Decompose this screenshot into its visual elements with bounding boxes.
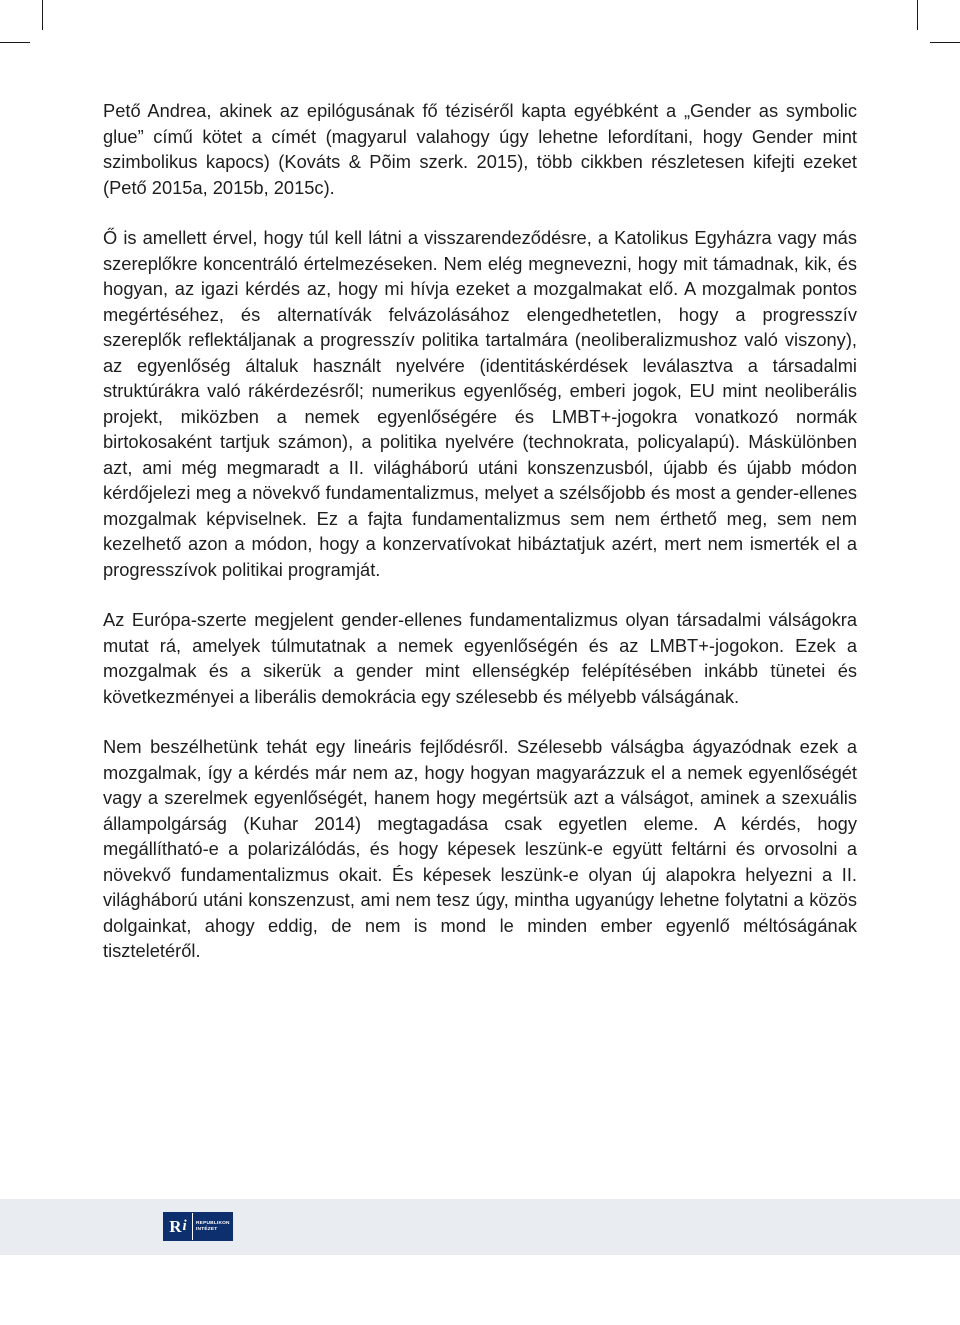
crop-mark-top-left-v — [42, 0, 43, 30]
logo-line-2: INTÉZET — [196, 1226, 218, 1232]
logo-letter-i: i — [182, 1218, 187, 1234]
paragraph-4: Nem beszélhetünk tehát egy lineáris fejlődésről. Szélesebb válságba ágyazódnak ezek a mozgalmak, így a kérdés már nem az, hogy hogyan magyarázzuk el a nemek egyenlőségét vagy a szerelmek egyenlőségét, hanem hogy megértsük azt a válságot, aminek a szexuális állampolgárság (Kuhar 2014) megtagadása csak egyetlen eleme. A kérdés, hogy megállítható-e a polarizálódás, és hogy képesek leszünk-e együtt feltárni és orvosolni a növekvő fundamentalizmus okait. És képesek leszünk-e olyan új alapokra helyezni a II. világháború utáni konszenzust, ami nem tesz úgy, mintha ugyanúgy lehetne folytatni a közös dolgainkat, ahogy eddig, de nem is mond le minden ember egyenlő méltóságának tiszteletéről. — [103, 736, 857, 961]
republikon-logo — [163, 1212, 233, 1241]
logo-text — [192, 1213, 232, 1240]
paragraph-2: Ő is amellett érvel, hogy túl kell látni a visszarendeződésre, a Katolikus Egyházra vagy más szereplőkre koncentráló értelmezéseken. Nem elég megnevezni, hogy mit támadnak, kik, és hogyan, az igazi kérdés az, hogy mi hívja ezeket a mozgalmakat elő. A mozgalmak pontos megértéséhez, és alternatívák felvázolásához elengedhetetlen, hogy a progresszív szereplők reflektáljanak a progresszív politika tartalmára (neoliberalizmushoz való viszony), az egyenlőség általuk használt nyelvére (identitáskérdések leválasztva a társadalmi struktúrákra való rákérdezésről; numerikus egyenlőség, emberi jogok, EU mint neoliberális projekt, miközben a nemek egyenlőségére és LMBT+-jogokra vonatkozó normák birtokosaként tartjuk számon), a politika nyelvére (technokrata, policyalapú). Máskülönben azt, ami még megmaradt a II. világháború utáni konszenzusból, újabb és újabb módon kérdőjelezi meg a növekvő fundamentalizmus, melyet a szélsőjobb és most a gender-ellenes mozgalmak képviselnek. Ez a fajta fundamentalizmus sem nem érthető meg, sem nem kezelhető azon a módon, hogy a konzervatívokat hibáztatjuk azért, mert nem ismerték el a progresszívok politikai programját. — [103, 227, 857, 580]
logo-line-1: REPUBLIKON — [196, 1220, 230, 1226]
logo-mark — [164, 1213, 192, 1240]
logo-letter: R — [169, 1216, 182, 1236]
crop-mark-top-left-h — [0, 42, 30, 43]
body-text — [103, 98, 857, 989]
paragraph-1: Pető Andrea, akinek az epilógusának fő téziséről kapta egyébként a „Gender as symbolic glue” című kötet a címét (magyarul valahogy úgy lehetne lefordítani, hogy Gender mint szimbolikus kapocs) (Kováts & Põim szerk. 2015), több cikkben részletesen kifejti ezeket (Pető 2015a, 2015b, 2015c). — [103, 100, 857, 198]
footer-band — [0, 1199, 960, 1255]
paragraph-3: Az Európa-szerte megjelent gender-ellenes fundamentalizmus olyan társadalmi válságokra mutat rá, amelyek túlmutatnak a nemek egyenlőségén és az LMBT+-jogokon. Ezek a mozgalmak és a sikerük a gender mint ellenségkép felépítésében inkább tünetei és következményei a liberális demokrácia egy szélesebb és mélyebb válságának. — [103, 609, 857, 707]
crop-mark-top-right-h — [930, 42, 960, 43]
crop-mark-top-right-v — [917, 0, 918, 30]
